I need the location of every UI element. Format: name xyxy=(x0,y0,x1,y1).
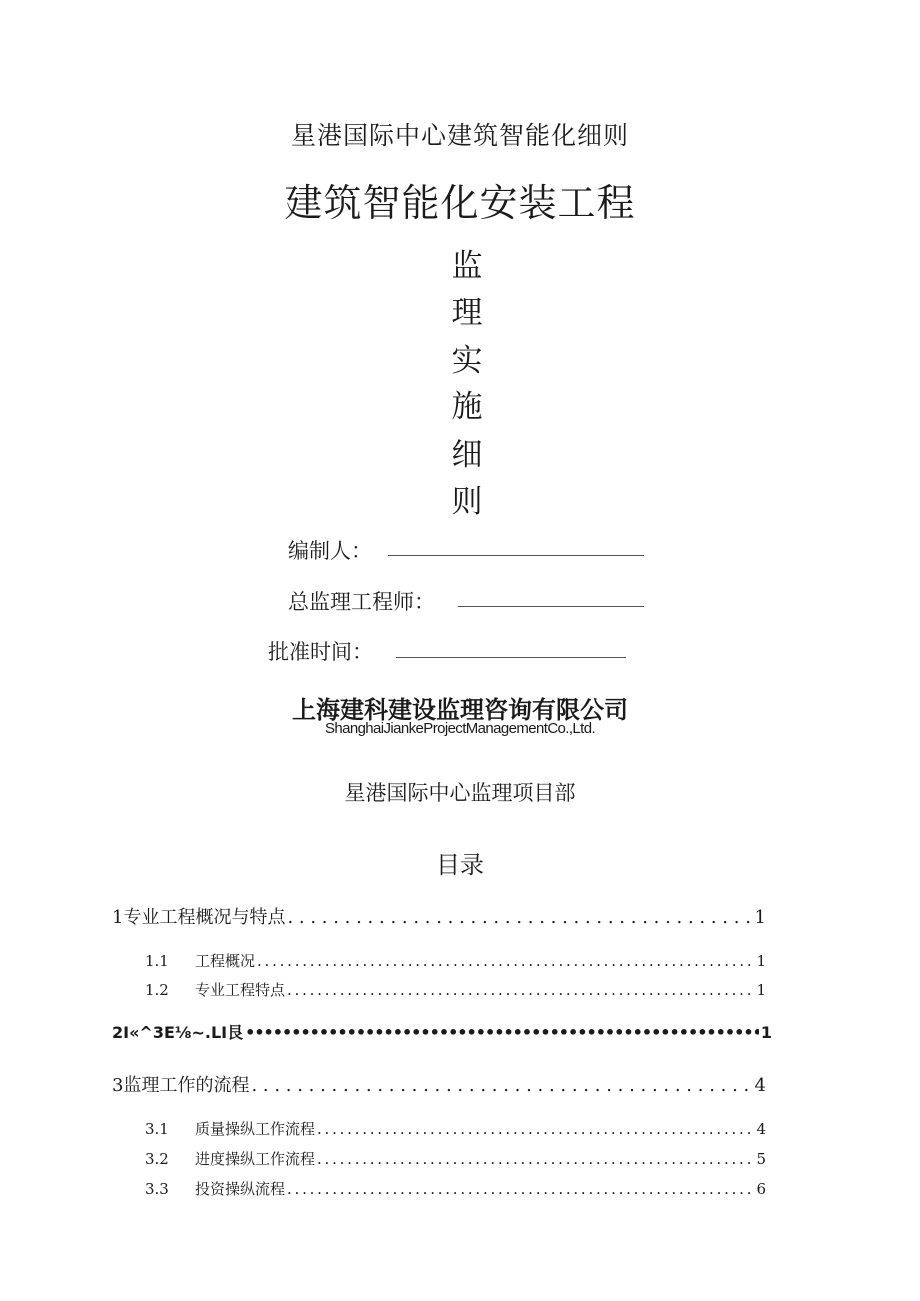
toc-leader xyxy=(317,1150,754,1168)
vertical-title-char: 监 xyxy=(451,248,483,284)
toc-entry-page: 1 xyxy=(760,1023,772,1042)
vertical-title-char: 细 xyxy=(451,437,483,473)
vertical-title-char: 实 xyxy=(451,343,483,379)
toc-entry[interactable] xyxy=(145,979,766,1000)
toc-entry[interactable] xyxy=(112,1071,766,1097)
toc-leader xyxy=(287,981,754,999)
cover-subtitle: 星港国际中心建筑智能化细则 xyxy=(290,121,629,150)
toc-entry-label: 进度操纵工作流程 xyxy=(195,1150,316,1168)
vertical-title-char: 理 xyxy=(451,295,483,331)
compiler-label: 编制人： xyxy=(288,539,372,563)
toc-entry-number: 1.2 xyxy=(145,981,169,999)
toc-entry[interactable] xyxy=(145,1148,766,1169)
toc-leader xyxy=(287,907,752,928)
toc-entry-page: 4 xyxy=(756,1120,766,1138)
toc-entry-label: 投资操纵流程 xyxy=(195,1180,286,1198)
toc-entry-label: 专业工程特点 xyxy=(195,981,286,999)
toc-entry-page: 1 xyxy=(754,907,766,928)
toc-entry-page: 4 xyxy=(754,1075,766,1096)
chief-engineer-label: 总监理工程师： xyxy=(288,590,435,614)
toc-entry[interactable] xyxy=(145,1118,766,1139)
toc-leader xyxy=(287,1180,754,1198)
toc-leader xyxy=(257,952,754,970)
toc-title: 目录 xyxy=(436,851,484,879)
chief-engineer-line xyxy=(458,606,644,607)
compiler-line xyxy=(388,555,644,556)
toc-leader xyxy=(245,1023,759,1042)
company-name-cn: 上海建科建设监理咨询有限公司 xyxy=(292,696,628,724)
toc-entry-label: 工程概况 xyxy=(195,952,256,970)
toc-entry[interactable] xyxy=(145,950,766,971)
approval-time-line xyxy=(396,657,626,658)
toc-entry-label: 1专业工程概况与特点 xyxy=(112,907,286,928)
vertical-title-char: 则 xyxy=(451,484,483,520)
toc-entry-page: 1 xyxy=(756,981,766,999)
toc-entry-number: 3.1 xyxy=(145,1120,169,1138)
toc-entry-number: 1.1 xyxy=(145,952,169,970)
vertical-title-char: 施 xyxy=(451,389,483,425)
toc-entry-number: 3.3 xyxy=(145,1180,169,1198)
toc-entry-number: 3.2 xyxy=(145,1150,169,1168)
company-name-en: ShanghaiJiankeProjectManagementCo.,Ltd. xyxy=(324,720,596,737)
toc-entry-label: 2I«^3E⅛~.LI艮 xyxy=(112,1023,244,1042)
toc-entry[interactable] xyxy=(112,903,766,929)
toc-entry-label: 质量操纵工作流程 xyxy=(195,1120,316,1138)
cover-main-title: 建筑智能化安装工程 xyxy=(284,181,636,225)
toc-entry-page: 5 xyxy=(756,1150,766,1168)
toc-leader xyxy=(317,1120,754,1138)
toc-entry-page: 6 xyxy=(756,1180,766,1198)
toc-leader xyxy=(251,1075,752,1096)
approval-time-label: 批准时间： xyxy=(268,640,373,664)
toc-entry[interactable] xyxy=(145,1178,766,1199)
toc-entry[interactable] xyxy=(112,1020,772,1043)
project-department: 星港国际中心监理项目部 xyxy=(344,781,576,805)
toc-entry-label: 3监理工作的流程 xyxy=(112,1075,250,1096)
toc-entry-page: 1 xyxy=(756,952,766,970)
